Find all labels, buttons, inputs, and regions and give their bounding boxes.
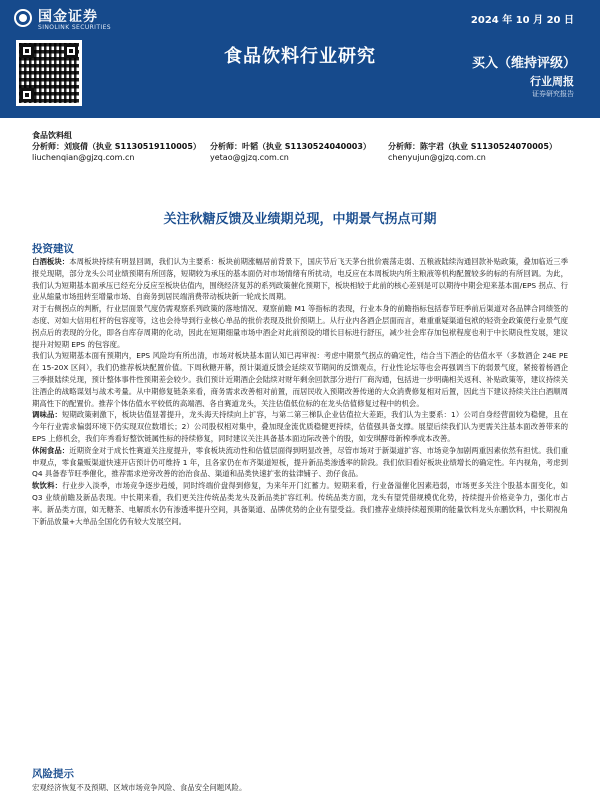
analyst-name: 分析师：刘宸倩（执业 S1130519110005）	[32, 142, 201, 151]
section-heading-invest: 投资建议	[32, 243, 74, 255]
report-date: 2024 年 10 月 20 日	[470, 15, 574, 26]
rating-badge: 买入（维持评级）	[471, 56, 576, 71]
paragraph-lead: 软饮料：	[32, 481, 63, 491]
analyst-info	[32, 130, 592, 163]
analyst-3	[388, 141, 557, 163]
paragraph-baijiu	[32, 256, 568, 303]
paragraph-lead: 休闲食品：	[32, 445, 70, 455]
paragraph-lead: 调味品：	[32, 410, 62, 420]
analyst-email[interactable]: chenyujun@gjzq.com.cn	[388, 153, 486, 162]
risk-text: 宏观经济恢复不及预期、区域市场竞争风险、食品安全问题风险。	[32, 783, 247, 792]
paragraph-condiments	[32, 409, 568, 444]
paragraph-snacks	[32, 445, 568, 480]
logo-english: SINOLINK SECURITIES	[38, 24, 111, 31]
industry-group: 食品饮料组	[32, 131, 72, 140]
paragraph-text: 本周板块持续有明显回调，我们认为主要系：板块前期涨幅居前背景下，国庆节后飞天茅台批价震荡走弱、五粮液陆续沟通回款补贴政策，叠加临近三季报兑现期，部分龙头公司业绩预期有所回落，短期较为承压的基本面仍对市场情绪有所扰动，电反应在本周板块内所主粮液等机构配置较多的标的有所回调。为此，我们认为短期基本面承压已经充分反应至板块估值内，围绕经济复苏的系列政策催化预期下，板块相较于此前的核心差别是可以期待中期会迎来基本面/EPS 拐点、行业从缩量市场扭转至增量市场、自商务到居民端消费带动板块新一轮成长周期。	[32, 257, 569, 302]
paragraph-text: 短期政策刺激下，板块估值显著提升，龙头海天持续向上扩容，与第二第三梯队企业估值拉大差距，我们认为主要系：1）公司自身经营面较为稳健，且在今年行业需求偏弱环境下仍实现双位数增长；2）公司股权相对集中，叠加现金流优质稳健更持续，估值强具备支撑。展望后续我们认为更需关注基本面改善带来的 EPS 上修机会，我们年秀看好整饮链属性标的持续修复，同时建议关注具备基本面边际改善个的股，如安琪酵母新榨季成本改善。	[32, 410, 568, 443]
paragraph-text: 行业步入淡季，市场竞争逐步趋缓，同时终端价盘得到修复，为来年开门红蓄力。短期来看，行业备溢催化因素趋弱，市场更多关注个股基本面变化，如 Q3 业绩前瞻及新品表现。中长期来看，我们更关注传统品类龙头及新品类扩容红利。传统品类方面，龙头有望凭借规模优化势，持续提升价格竞争力，强化市占率。新品类方面，如无糖茶、电解质水仍有渗透率提升空间，具备渠道、品牌优势的企业有望受益。我们推荐业绩持续超预期的能量饮料龙头东鹏饮料，中长期视角下新品放量+大单品全国化仍有较大发展空间。	[32, 481, 568, 526]
report-type: 行业周报	[530, 75, 574, 88]
paragraph-inflection	[32, 303, 568, 350]
report-header	[0, 0, 600, 118]
invest-body	[32, 256, 568, 527]
paragraph-text: 我们认为短期基本面有预期内，EPS 风险均有所出清，市场对板块基本面认知已再审视：考虑中期景气拐点的确定性，结合当下酒企的估值水平（多数酒企 24E PE 在 15-20X 区间），我们仍推荐板块配置价值。下周秋糖开幕，预计渠道反馈会延续双节期间的反馈观点，行业性论坛等也会再强调当下的弱景气度，紧接着杨酒企三季报陆续兑现，预计整体事件性预期差会较少。我们预计近期酒企会陆续对财年剩余回款部分进行厂商沟通，包括进一步明确相关返利、补贴政策等，建议持续关注酒企的战略谋划与战术考量。从中期修复链条来看，商务需求改善相对前置，而居民收入预期改善传递的大众消费修复相对后置，因此当下建议持续关注白酒顺周期高性下的配置价。推荐个体估值水平较低的高端酒、各自赛道龙头，关注估值低位标的在龙头估值修复过程中的机会。	[32, 351, 568, 408]
analyst-email[interactable]: liuchenqian@gjzq.com.cn	[32, 153, 135, 162]
paragraph-text: 近期资金对于成长性赛道关注度提升，零食板块流动性和估值层面得到明显改善，尽管市场对于新渠道扩容、市场竞争加剧两重因素依然有担忧。我们重申观点，零食量贩渠道快速开店预计仍可维持 1 年，且各家仍在布齐渠道短板，提升新品类渗透率的阶段。我们依旧看好板块业绩增长的确定性。年内视角，考虑到 Q4 具备春节旺季催化，推荐需求逆旁改善的治治食品、渠道和品类快速扩张的盐津铺子、劲仔食品。	[32, 445, 568, 479]
analyst-name: 分析师：叶韬（执业 S1130524040003）	[210, 142, 371, 151]
report-class: 证券研究报告	[532, 90, 574, 98]
analyst-name: 分析师：陈宇君（执业 S1130524070005）	[388, 142, 557, 151]
analyst-2	[210, 141, 371, 163]
analyst-1	[32, 141, 201, 163]
paragraph-soft-drinks	[32, 480, 568, 527]
analyst-email[interactable]: yetao@gjzq.com.cn	[210, 153, 289, 162]
logo-name: 国金证券	[38, 9, 98, 25]
main-headline: 关注秋糖反馈及业绩期兑现，中期景气拐点可期	[163, 212, 437, 227]
sinolink-logo-icon	[14, 9, 32, 27]
paragraph-text: 对于右侧拐点的判断，行业层面景气度仍需观察系列政策的落地情况、观察前瞻 M1 等指标的表现，行业本身的前瞻指标包括春节旺季前后渠道对各品牌合同绩签的态度、对如大信用杠杆的包容度等，这也会待导到行业核心单品的批价表现及批价预期上。从行业内各酒企层面而言，难重重疑渠道包袱的轻资金政策使行业景气度拐点后的表现的分化，即各自库存周期的化动，因此在短期细量市场中酒企对此前预设的增长目标进行舒压，减少社会库存加包袱程度也利于中长期良性发展，建议提升对短期 EPS 的包容度。	[32, 304, 568, 349]
paragraph-valuation	[32, 350, 568, 409]
section-heading-risk: 风险提示	[32, 768, 74, 780]
paragraph-lead: 白酒板块：	[32, 257, 70, 266]
report-title: 食品饮料行业研究	[224, 46, 376, 67]
